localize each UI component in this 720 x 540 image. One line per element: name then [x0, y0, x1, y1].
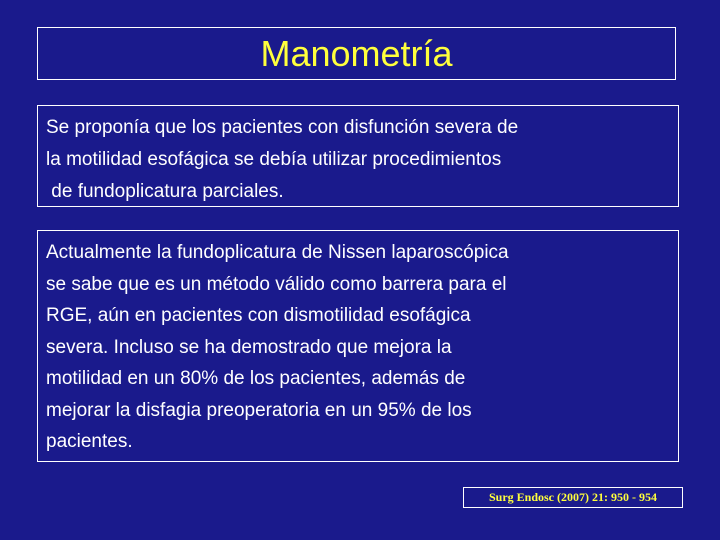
text-line: pacientes. — [46, 431, 133, 452]
text-line: motilidad en un 80% de los pacientes, además de — [46, 368, 466, 389]
citation-box — [463, 487, 683, 508]
text-box-current — [37, 230, 679, 462]
citation-text: Surg Endosc (2007) 21: 950 - 954 — [488, 490, 657, 504]
text-line: mejorar la disfagia preoperatoria en un 95% de los — [46, 399, 472, 421]
text-box-proposal — [37, 105, 679, 207]
text-line: se sabe que es un método válido como barrera para el — [46, 273, 507, 295]
text-line: de fundoplicatura parciales. — [46, 181, 284, 202]
title-box — [37, 27, 676, 80]
text-line: severa. Incluso se ha demostrado que mejora la — [46, 336, 452, 358]
text-line: la motilidad esofágica se debía utilizar procedimientos — [46, 149, 502, 170]
text-line: Se proponía que los pacientes con disfunción severa de — [46, 117, 519, 138]
slide-title: Manometría — [260, 32, 453, 74]
text-line: RGE, aún en pacientes con dismotilidad esofágica — [46, 305, 471, 326]
text-line: Actualmente la fundoplicatura de Nissen laparoscópica — [46, 242, 509, 263]
